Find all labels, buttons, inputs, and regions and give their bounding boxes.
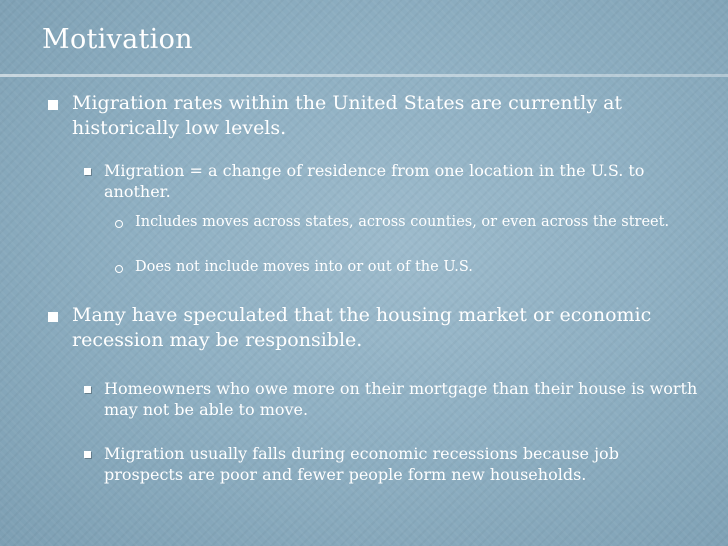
slide-title: Motivation: [42, 24, 193, 55]
circle-bullet-icon: [115, 220, 123, 228]
square-bullet-icon: [84, 168, 91, 175]
bullet-text: Migration = a change of residence from one location in the U.S. to another.: [104, 161, 645, 202]
title-divider: [0, 74, 728, 77]
bullet-text: Homeowners who owe more on their mortgage than their house is worth may not be able to move.: [104, 379, 698, 420]
bullet-text: Includes moves across states, across counties, or even across the street.: [135, 214, 670, 230]
square-bullet-icon: [84, 386, 91, 393]
bullet-2-2: [104, 443, 664, 485]
bullet-text: Migration rates within the United States are currently at historically low levels.: [72, 92, 623, 140]
bullet-1-1-1: [135, 213, 675, 232]
square-bullet-icon: [84, 451, 91, 458]
square-bullet-icon: [48, 100, 58, 110]
circle-bullet-icon: [115, 265, 123, 273]
bullet-1-1-2: [135, 258, 675, 277]
bullet-text: Does not include moves into or out of the U.S.: [135, 259, 473, 275]
bullet-2: [72, 303, 652, 353]
bullet-text: Migration usually falls during economic recessions because job prospects are poor and fewer people form new households.: [104, 444, 619, 485]
bullet-1: [72, 91, 692, 141]
square-bullet-icon: [48, 312, 58, 322]
bullet-text: Many have speculated that the housing market or economic recession may be responsible.: [72, 304, 652, 352]
bullet-1-1: [104, 160, 694, 202]
bullet-2-1: [104, 378, 704, 420]
